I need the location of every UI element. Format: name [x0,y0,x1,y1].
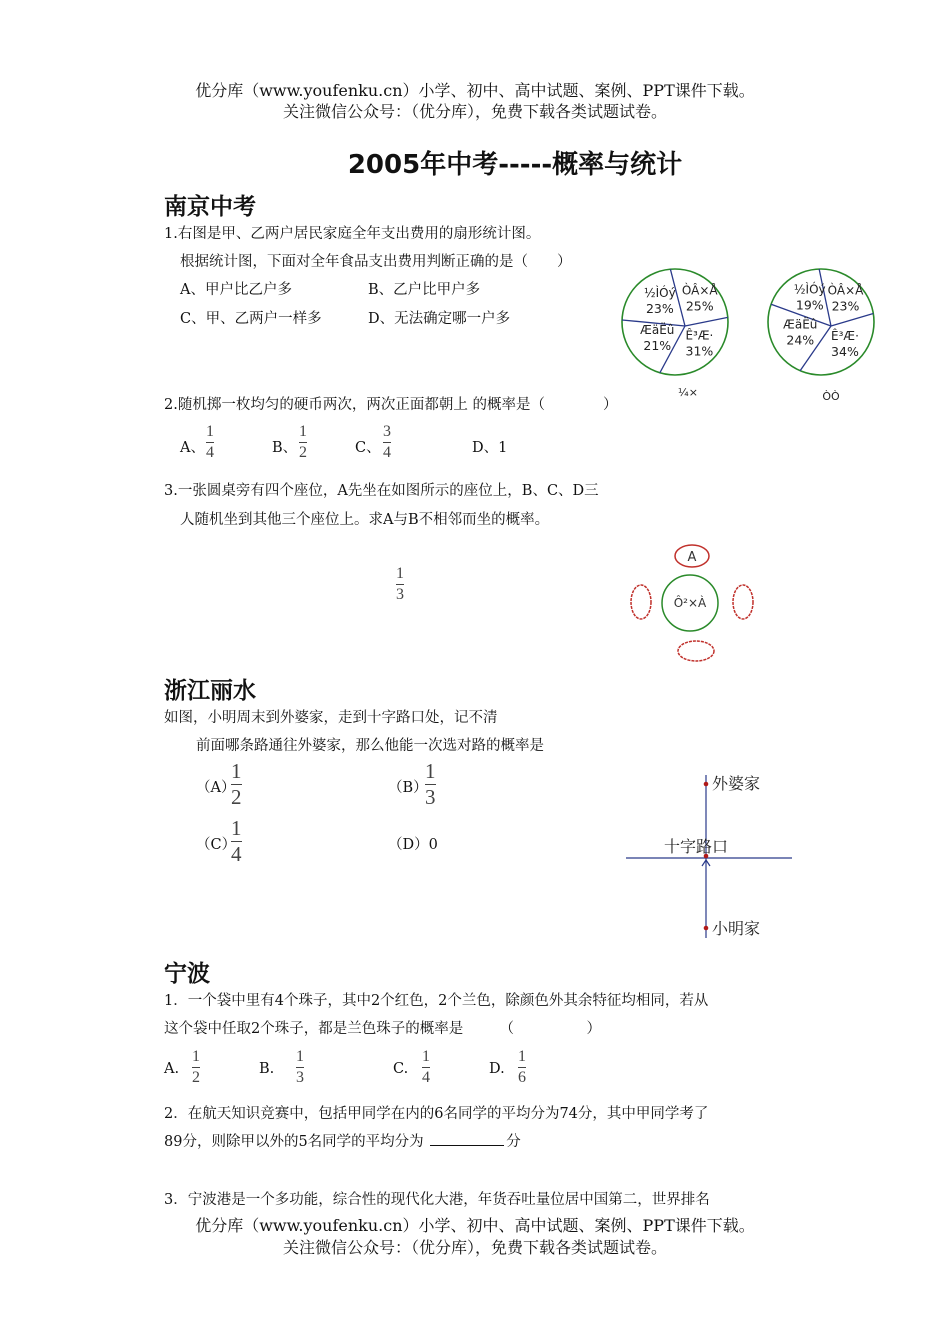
zj-option-b-label: （B） [388,780,428,796]
zj-fraction-a: 1 2 [231,759,242,810]
pie-slice-value: 25% [685,298,714,314]
pie-slice-label: Ê³Æ· [685,328,714,343]
pie-slice-value: 34% [831,343,859,359]
map-label-grandma-house: 外婆家 [712,774,761,793]
q1-line1: 1.右图是甲、乙两户居民家庭全年支出费用的扇形统计图。 [164,226,541,242]
q2-option-d: D、1 [472,440,508,456]
seat-right [733,585,753,619]
round-table-label: Ô²×À [673,596,707,610]
q2-fraction-a: 1 4 [206,423,214,461]
q2-text: 2.随机掷一枚均匀的硬币两次，两次正面都朝上 的概率是（ ） [164,397,618,413]
zj-option-d: （D）0 [388,837,438,853]
seat-left [631,585,651,619]
nb-option-b-label: B. [259,1061,275,1077]
footer-line-1: 优分库（www.youfenku.cn）小学、初中、高中试题、案例、PPT课件下载。 [195,1216,755,1235]
map-label-crossroad: 十字路口 [664,837,729,856]
q2-option-c-label: C、 [355,440,381,456]
pie-slice-label: ÆäËû [640,322,675,337]
nb-q1-line1: 1．一个袋中里有4个珠子，其中2个红色，2个兰色，除颜色外其余特征均相同，若从 [164,993,709,1009]
page-title: 2005年中考-----概率与统计 [347,150,683,180]
header-line-2: 关注微信公众号：（优分库），免费下载各类试题试卷。 [282,102,667,121]
q1-option-a: A、甲户比乙户多 [180,282,292,298]
pie-slice-label: ÒÂ×Å [827,283,864,298]
nb-fraction-d: 1 6 [518,1048,526,1086]
zj-fraction-c: 1 4 [231,816,242,867]
q2-option-b-label: B、 [272,440,298,456]
q2-fraction-b: 1 2 [299,423,307,461]
section-heading-nanjing: 南京中考 [164,194,256,220]
section-heading-zhejiang: 浙江丽水 [164,678,256,704]
q1-option-c: C、甲、乙两户一样多 [180,311,322,327]
pie-slice-label: ½ÌÓý [644,285,676,300]
nb-q1-line2: 这个袋中任取2个珠子，都是兰色珠子的概率是 （ ） [164,1021,601,1037]
home-dot [704,926,709,931]
pie-slice-value: 24% [786,332,815,348]
pie-slice-label: ÆäËû [783,317,818,332]
zj-option-a-label: （A） [196,780,236,796]
map-label-xiaoming-house: 小明家 [712,919,761,938]
nb-fraction-a: 1 2 [192,1048,200,1086]
nb-fraction-c: 1 4 [422,1048,430,1086]
section-heading-ningbo: 宁波 [164,961,210,987]
q2-fraction-c: 3 4 [383,423,391,461]
destination-dot [704,782,709,787]
pie-slice-value: 21% [643,337,672,353]
q1-option-d: D、无法确定哪一户多 [368,311,511,327]
round-table-figure [620,540,770,670]
seat-bottom [678,641,714,661]
nb-q3-line1: 3．宁波港是一个多功能，综合性的现代化大港，年货吞吐量位居中国第二，世界排名 [164,1192,710,1208]
nb-q2-line1: 2．在航天知识竞赛中，包括甲同学在内的6名同学的平均分为74分，其中甲同学考了 [164,1106,709,1122]
q3-answer-fraction: 1 3 [396,565,404,603]
nb-q2-line2: 89分，则除甲以外的5名同学的平均分为 分 [164,1134,521,1150]
zj-line1: 如图，小明周末到外婆家，走到十字路口处，记不清 [164,710,498,726]
seat-a-label: A [687,550,697,565]
pie-slice-value: 23% [831,298,860,314]
pie-slice-value: 19% [795,297,824,313]
pie-slice-value: 31% [685,343,714,359]
answer-blank [430,1133,504,1146]
pie-chart-title: ¼× [678,386,698,399]
q1-line2: 根据统计图，下面对全年食品支出费用判断正确的是（ ） [180,254,572,270]
crossroad-map [620,770,800,945]
pie-slice-value: 23% [645,300,674,316]
header-line-1: 优分库（www.youfenku.cn）小学、初中、高中试题、案例、PPT课件下载。 [195,81,755,100]
pie-slice-label: ÒÂ×Å [681,283,718,298]
pie-chart-title: ÒÒ [822,390,840,403]
pie-slice-label: ½ÌÓý [793,282,826,297]
q3-line1: 3.一张圆桌旁有四个座位，A先坐在如图所示的座位上，B、C、D三 [164,483,599,499]
nb-fraction-b: 1 3 [296,1048,304,1086]
q3-line2: 人随机坐到其他三个座位上。求A与B不相邻而坐的概率。 [180,512,550,528]
zj-option-c-label: （C） [196,837,237,853]
pie-slice-label: Ê³Æ· [830,328,859,343]
pie-chart-jia [622,269,728,399]
nb-option-d-label: D. [489,1061,505,1077]
nb-option-c-label: C. [393,1061,409,1077]
zj-fraction-b: 1 3 [425,759,436,810]
q1-option-b: B、乙户比甲户多 [368,282,481,298]
q2-option-a-label: A、 [180,440,205,456]
pie-chart-yi [768,269,874,403]
pie-charts [620,268,880,408]
footer-line-2: 关注微信公众号：（优分库），免费下载各类试题试卷。 [282,1238,667,1257]
zj-line2: 前面哪条路通往外婆家，那么他能一次选对路的概率是 [196,738,544,754]
nb-option-a-label: A. [164,1061,180,1077]
